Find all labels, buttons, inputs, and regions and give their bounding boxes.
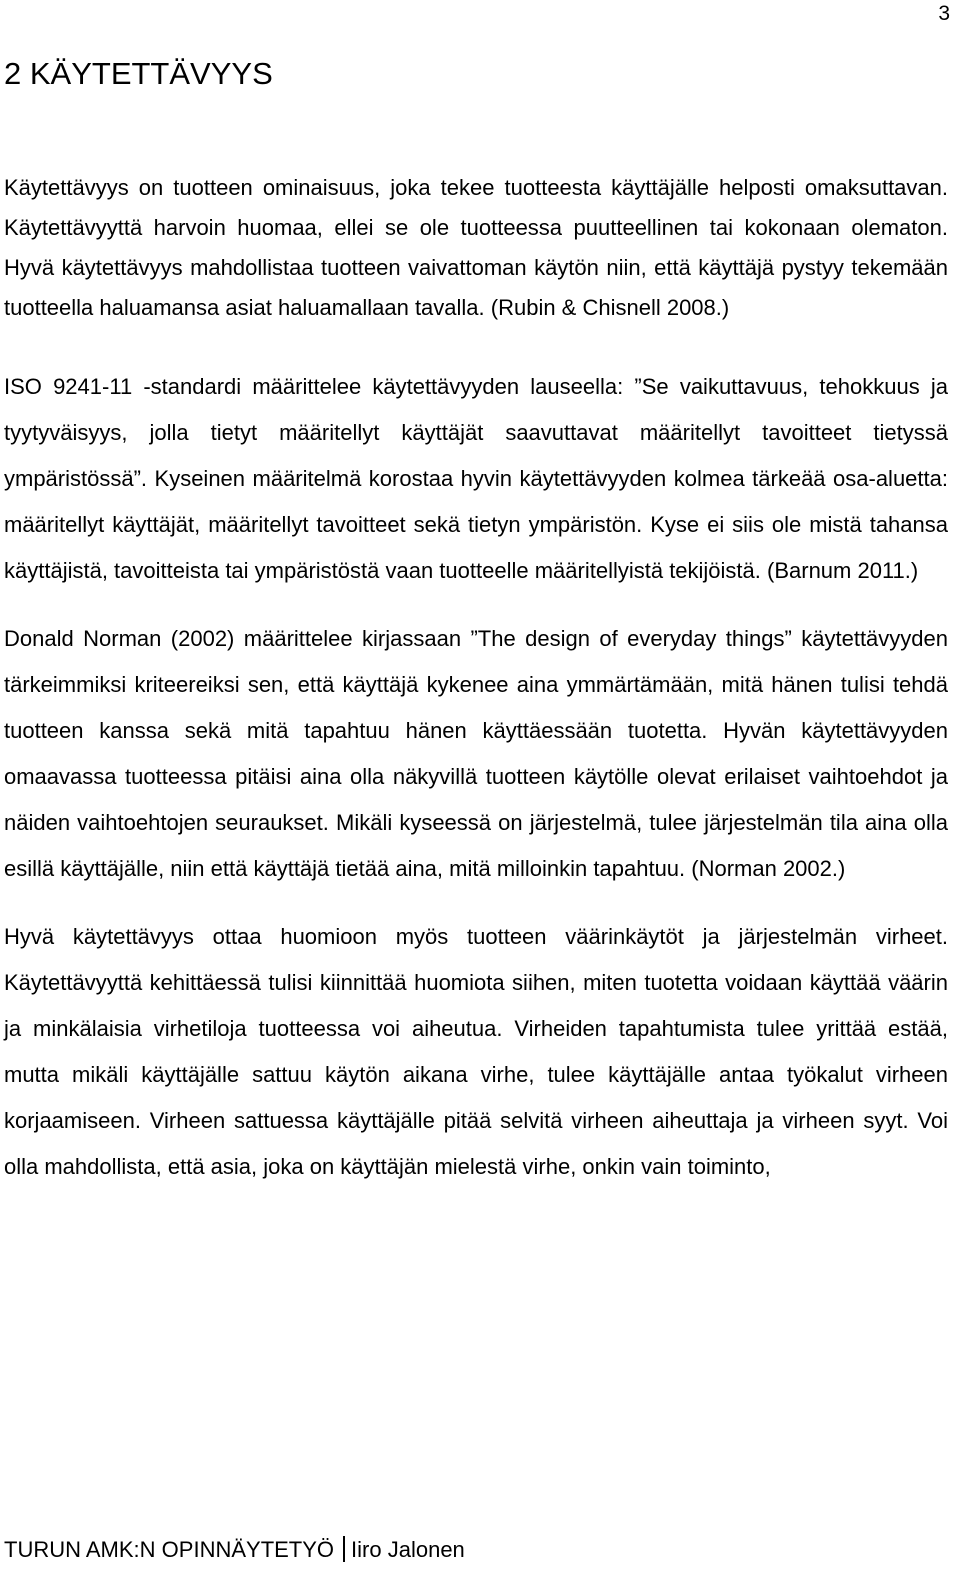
paragraph-norman: Donald Norman (2002) määrittelee kirjassaan ”The design of everyday things” käytettävyyden tärkeimmiksi kriteereiksi sen, että käyttäjä kykenee aina ymmärtämään, mitä hänen tulisi tehdä tuotteen kanssa sekä mitä tapahtuu hänen käyttäessään tuotetta. Hyvän käytettävyyden omaavassa tuotteessa pitäisi aina olla näkyvillä tuotteen käytölle olevat erilaiset vaihtoehdot ja näiden vaihtoehtojen seuraukset. Mikäli kyseessä on järjestelmä, tulee järjestelmän tila aina olla esillä käyttäjälle, niin että käyttäjä tietää aina, mitä milloinkin tapahtuu. (Norman 2002.) — [4, 626, 948, 881]
paragraph-iso-standard: ISO 9241-11 -standardi määrittelee käytettävyyden lauseella: ”Se vaikuttavuus, tehokkuus ja tyytyväisyys, jolla tietyt määritellyt käyttäjät saavuttavat määritellyt tavoitteet tietyssä ympäristössä”. Kyseinen määritelmä korostaa hyvin käytettävyyden kolmea tärkeää osa-aluetta: määritellyt käyttäjät, määritellyt tavoitteet sekä tietyn ympäristön. Kyse ei siis ole mistä tahansa käyttäjistä, tavoitteista tai ympäristöstä vaan tuotteelle määritellyistä tekijöistä. (Barnum 2011.) — [4, 374, 948, 583]
page-footer — [4, 1534, 465, 1566]
footer-separator — [343, 1536, 345, 1562]
footer-institution: TURUN AMK:N OPINNÄYTETYÖ — [4, 1537, 335, 1562]
paragraph-errors: Hyvä käytettävyys ottaa huomioon myös tuotteen väärinkäytöt ja järjestelmän virheet. Käytettävyyttä kehittäessä tulisi kiinnittää huomiota siihen, miten tuotetta voidaan käyttää väärin ja minkälaisia virhetiloja tuotteessa voi aiheutua. Virheiden tapahtumista tulee yrittää estää, mutta mikäli käyttäjälle sattuu käytön aikana virhe, tulee käyttäjälle antaa työkalut virheen korjaamiseen. Virheen sattuessa käyttäjälle pitää selvitä virheen aiheuttaja ja virheen syyt. Voi olla mahdollista, että asia, joka on käyttäjän mielestä virhe, onkin vain toiminto, — [4, 924, 948, 1179]
page-number: 3 — [938, 2, 950, 25]
chapter-heading: 2 KÄYTETTÄVYYS — [4, 56, 273, 91]
body-text — [4, 168, 948, 1190]
footer-author: Iiro Jalonen — [351, 1537, 465, 1562]
paragraph-usability-definition: Käytettävyys on tuotteen ominaisuus, joka tekee tuotteesta käyttäjälle helposti omaksuttavan. Käytettävyyttä harvoin huomaa, ellei se ole tuotteessa puutteellinen tai kokonaan olematon. Hyvä käytettävyys mahdollistaa tuotteen vaivattoman käytön niin, että käyttäjä pystyy tekemään tuotteella haluamansa asiat haluamallaan tavalla. (Rubin & Chisnell 2008.) — [4, 175, 948, 320]
